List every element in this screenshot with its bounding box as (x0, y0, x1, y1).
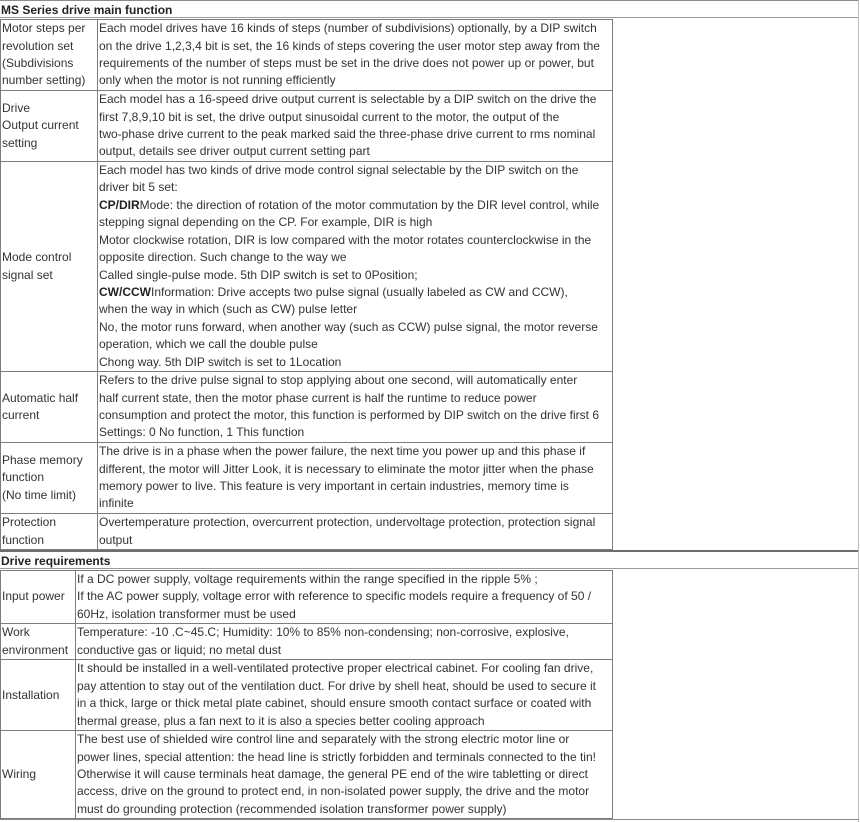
right-frame-line (858, 0, 859, 822)
bottom-rule (0, 819, 859, 820)
row-text: If a DC power supply, voltage requirements within the range specified in the ripple 5% ; If the AC power supply, voltage error with reference to specific models require a frequency of 50 / 60Hz, isolation transformer must be used (76, 571, 613, 624)
table-row (1, 91, 613, 162)
row-label: Protection function (1, 514, 98, 550)
cp-dir-keyword: CP/DIR (99, 197, 140, 212)
row-text: Each model has a 16-speed drive output current is selectable by a DIP switch on the drive the first 7,8,9,10 bit is set, the drive output sinusoidal current to the motor, the output of the two-phase drive current to the peak marked said the three-phase drive current to rms nominal output, details see driver output current setting part (98, 91, 613, 162)
section-title-rule (0, 17, 859, 18)
table-row (1, 731, 613, 819)
row-text: Temperature: -10 .C~45.C; Humidity: 10% to 85% non-condensing; non-corrosive, explosive, conductive gas or liquid; no metal dust (76, 624, 613, 660)
table-row (1, 20, 613, 91)
row-label: Mode control signal set (1, 162, 98, 372)
table-row (1, 571, 613, 624)
row-text: Overtemperature protection, overcurrent protection, undervoltage protection, protection signal output (98, 514, 613, 550)
row-text: Each model drives have 16 kinds of steps (number of subdivisions) optionally, by a DIP switch on the drive 1,2,3,4 bit is set, the 16 kinds of steps covering the user motor step away from the requirements of the number of steps must be set in the drive does not power up or power, but only when the motor is not running efficiently (98, 20, 613, 91)
section-title-main-function: MS Series drive main function (1, 3, 173, 17)
row-label: Installation (1, 660, 76, 731)
row-text: Each model has two kinds of drive mode control signal selectable by the DIP switch on the driver bit 5 set: CP/DIRMode: the direction of rotation of the motor commutation by the DIR level control, while stepping signal depending on the CP. For example, DIR is high Motor clockwise rotation, DIR is low compared with the motor rotates counterclockwise in the opposite direction. Such change to the way we Called single-pulse mode. 5th DIP switch is set to 0Position; CW/CCWInformation: Drive accepts two pulse signal (usually labeled as CW and CCW), when the way in which (such as CW) pulse letter No, the motor runs forward, when another way (such as CCW) pulse signal, the motor reverse operation, which we call the double pulse Chong way. 5th DIP switch is set to 1Location (98, 162, 613, 372)
row-text: The best use of shielded wire control line and separately with the strong electric motor line or power lines, special attention: the head line is strictly forbidden and terminals connected to the tin! Otherwise it will cause terminals heat damage, the general PE end of the wire tabletting or direct access, drive on the ground to protect end, in non-isolated power supply, the drive and the motor must do grounding protection (recommended isolation transformer power supply) (76, 731, 613, 819)
table-row (1, 372, 613, 443)
row-label: Automatic half current (1, 372, 98, 443)
table-row (1, 162, 613, 372)
row-text: The drive is in a phase when the power failure, the next time you power up and this phase if different, the motor will Jitter Look, it is necessary to eliminate the motor jitter when the phase memory power to live. This feature is very important in certain industries, memory time is infinite (98, 443, 613, 514)
top-rule (0, 0, 859, 1)
row-label: Input power (1, 571, 76, 624)
row-text: Refers to the drive pulse signal to stop applying about one second, will automatically enter half current state, then the motor phase current is half the runtime to reduce power consumption and protect the motor, this function is performed by DIP switch on the drive first 6 Settings: 0 No function, 1 This function (98, 372, 613, 443)
table-row (1, 443, 613, 514)
drive-requirements-table (0, 570, 613, 819)
row-text: It should be installed in a well-ventilated protective proper electrical cabinet. For cooling fan drive, pay attention to stay out of the ventilation duct. For drive by shell heat, should be used to secure it in a thick, large or thick metal plate cabinet, should ensure smooth contact surface or coated with thermal grease, plus a fan next to it is also a species better cooling approach (76, 660, 613, 731)
row-label: Phase memory function (No time limit) (1, 443, 98, 514)
section2-title-rule (0, 568, 859, 569)
row-label: Work environment (1, 624, 76, 660)
section-title-drive-requirements: Drive requirements (1, 554, 111, 568)
cw-ccw-keyword: CW/CCW (99, 284, 151, 299)
main-function-table (0, 19, 613, 550)
row-label: Motor steps per revolution set (Subdivisions number setting) (1, 20, 98, 91)
row-label: Drive Output current setting (1, 91, 98, 162)
table-row (1, 660, 613, 731)
table-row (1, 624, 613, 660)
section-divider (0, 550, 859, 552)
row-label: Wiring (1, 731, 76, 819)
table-row (1, 514, 613, 550)
